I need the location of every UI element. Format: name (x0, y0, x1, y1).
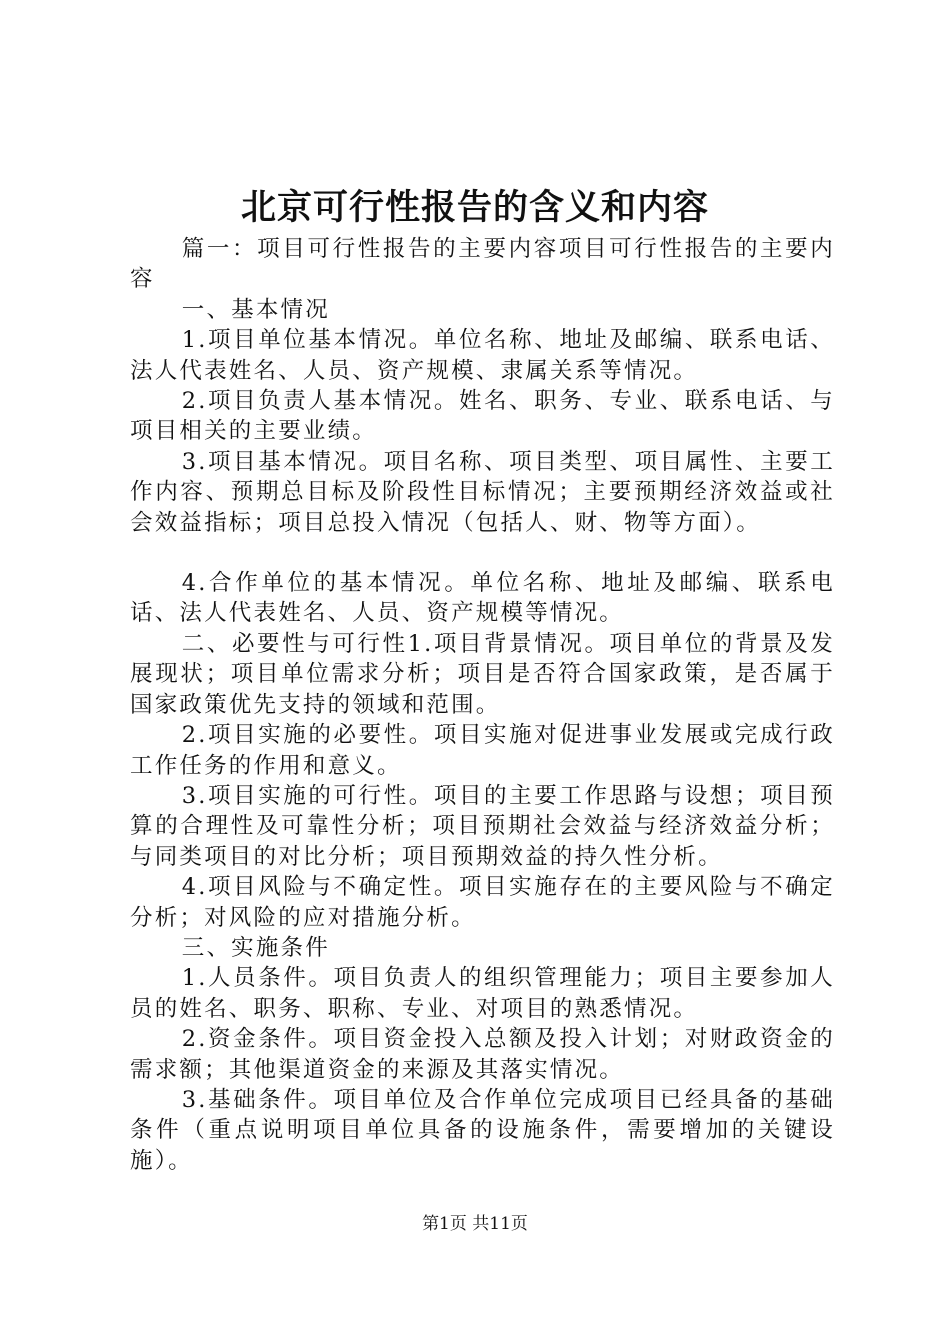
paragraph-necessity-2: 2.项目实施的必要性。项目实施对促进事业发展或完成行政工作任务的作用和意义。 (130, 722, 835, 779)
paragraph-intro: 篇一：项目可行性报告的主要内容项目可行性报告的主要内容 (130, 236, 835, 293)
paragraph-necessity-3: 3.项目实施的可行性。项目的主要工作思路与设想；项目预算的合理性及可靠性分析；项目预期社会效益与经济效益分析；与同类项目的对比分析；项目预期效益的持久性分析。 (130, 782, 835, 870)
paragraph-basic-4: 4.合作单位的基本情况。单位名称、地址及邮编、联系电话、法人代表姓名、人员、资产规模等情况。 (130, 570, 835, 627)
paragraph-conditions-3: 3.基础条件。项目单位及合作单位完成项目已经具备的基础条件（重点说明项目单位具备的设施条件，需要增加的关键设施）。 (130, 1086, 835, 1174)
section-heading-basic: 一、基本情况 (181, 296, 330, 323)
paragraph-necessity-4: 4.项目风险与不确定性。项目实施存在的主要风险与不确定分析；对风险的应对措施分析。 (130, 874, 835, 931)
page-number: 第1页 (422, 1214, 467, 1234)
document-body (130, 234, 835, 1176)
paragraph-necessity-1: 二、必要性与可行性1.项目背景情况。项目单位的背景及发展现状；项目单位需求分析；项目是否符合国家政策，是否属于国家政策优先支持的领域和范围。 (130, 630, 835, 718)
page-footer (0, 1213, 950, 1235)
document-title: 北京可行性报告的含义和内容 (240, 188, 709, 228)
paragraph-basic-3: 3.项目基本情况。项目名称、项目类型、项目属性、主要工作内容、预期总目标及阶段性目标情况；主要预期经济效益或社会效益指标；项目总投入情况（包括人、财、物等方面）。 (130, 448, 835, 536)
section-heading-conditions: 三、实施条件 (181, 934, 330, 961)
paragraph-basic-1: 1.项目单位基本情况。单位名称、地址及邮编、联系电话、法人代表姓名、人员、资产规模、隶属关系等情况。 (130, 327, 835, 384)
paragraph-conditions-1: 1.人员条件。项目负责人的组织管理能力；项目主要参加人员的姓名、职务、职称、专业、对项目的熟悉情况。 (130, 965, 835, 1022)
page-total: 共11页 (472, 1214, 528, 1234)
paragraph-basic-2: 2.项目负责人基本情况。姓名、职务、专业、联系电话、与项目相关的主要业绩。 (130, 388, 835, 445)
paragraph-conditions-2: 2.资金条件。项目资金投入总额及投入计划；对财政资金的需求额；其他渠道资金的来源及其落实情况。 (130, 1026, 835, 1083)
